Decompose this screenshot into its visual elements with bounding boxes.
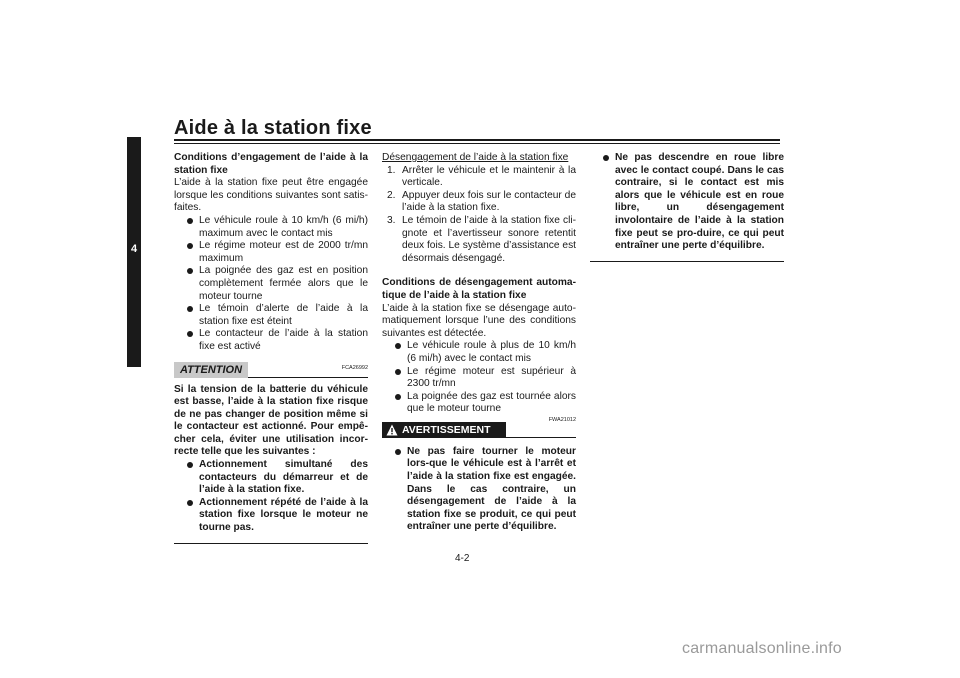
list-item: Le véhicule roule à plus de 10 km/h (6 mi/h) avec le contact mis: [382, 340, 576, 365]
bullet-icon: [395, 343, 401, 349]
column-1: [174, 152, 368, 544]
warning-header: [382, 416, 576, 440]
chapter-number: 4: [130, 243, 138, 255]
bullet-icon: [187, 306, 193, 312]
list-item: Le véhicule roule à 10 km/h (6 mi/h) maximum avec le contact mis: [174, 215, 368, 240]
auto-intro: L’aide à la station fixe se désengage auto-matiquement lorsque l’une des conditions suivantes est détectée.: [382, 302, 576, 339]
list-item: Le contacteur de l’aide à la station fixe est activé: [174, 328, 368, 353]
page-number: 4-2: [455, 553, 470, 564]
attention-code: FCA26992: [341, 364, 368, 371]
warning-triangle-icon: [386, 424, 398, 436]
bullet-icon: [187, 243, 193, 249]
warning-list: [382, 446, 576, 534]
attention-list: [174, 459, 368, 535]
page-title: Aide à la station fixe: [174, 117, 372, 139]
warning-end-rule: [590, 261, 784, 262]
column-2: [382, 152, 576, 534]
warning-code: FWA21012: [548, 416, 576, 423]
warning-rule: [506, 437, 576, 438]
title-rule-thin: [174, 143, 780, 144]
engage-intro: L’aide à la station fixe peut être engagée lorsque les conditions suivantes sont satis-faites.: [174, 177, 368, 214]
list-item: 2. Appuyer deux fois sur le contacteur de l’aide à la station fixe.: [387, 189, 576, 214]
manual-heading: Désengagement de l’aide à la station fixe: [382, 152, 569, 163]
warning-list-continued: [590, 152, 784, 253]
warning-badge: [382, 422, 506, 438]
auto-heading: Conditions de désengagement automa-tique de l’aide à la station fixe: [382, 277, 576, 301]
list-item: Le régime moteur est de 2000 tr/mn maximum: [174, 240, 368, 265]
watermark: carmanualsonline.info: [682, 640, 842, 657]
attention-badge: ATTENTION: [174, 362, 248, 378]
attention-text: Si la tension de la batterie du véhicule est basse, l’aide à la station fixe risque de ne pas changer de position même si le contacteur est actionné. Pour empê-cher cela, éviter une utilisation incor-recte telle que les suivantes :: [174, 383, 368, 458]
list-item: Ne pas descendre en roue libre avec le contact coupé. Dans le cas contraire, si le contact est mis alors que le véhicule est en roue libre, un désengagement involontaire de l’aide à la station fixe peut se pro-duire, ce qui peut entraîner une perte d’équilibre.: [590, 152, 784, 253]
engage-heading: Conditions d’engagement de l’aide à la station fixe: [174, 152, 368, 176]
bullet-icon: [395, 369, 401, 375]
list-item: 1. Arrêter le véhicule et le maintenir à la verticale.: [387, 164, 576, 189]
list-item: 3. Le témoin de l’aide à la station fixe cli-gnote et l’avertisseur sonore retentit deux fois. Le système d’assistance est désormais désengagé.: [387, 214, 576, 264]
bullet-icon: [395, 394, 401, 400]
list-item: Le témoin d’alerte de l’aide à la station fixe est éteint: [174, 303, 368, 328]
engage-conditions: [174, 215, 368, 354]
bullet-icon: [187, 500, 193, 506]
list-item: Ne pas faire tourner le moteur lors-que le véhicule est à l’arrêt et l’aide à la station fixe est engagée. Dans le cas contraire, un désengagement de l’aide à la station fixe se produit, ce qui peut entraîner une perte d’équilibre.: [382, 446, 576, 534]
list-item: La poignée des gaz est en position complètement fermée alors que le moteur tourne: [174, 265, 368, 303]
auto-conditions: [382, 340, 576, 416]
bullet-icon: [187, 268, 193, 274]
list-item: Actionnement simultané des contacteurs du démarreur et de l’aide à la station fixe.: [174, 459, 368, 497]
attention-end-rule: [174, 543, 368, 544]
list-item: La poignée des gaz est tournée alors que le moteur tourne: [382, 391, 576, 416]
manual-steps: [382, 165, 576, 266]
column-3: [590, 152, 784, 262]
attention-header: [174, 362, 368, 380]
bullet-icon: [603, 155, 609, 161]
bullet-icon: [187, 331, 193, 337]
attention-rule: [248, 377, 368, 378]
title-rule-thick: [174, 139, 780, 141]
warning-label: AVERTISSEMENT: [402, 423, 491, 436]
list-item: Actionnement répété de l’aide à la station fixe lorsque le moteur ne tourne pas.: [174, 497, 368, 535]
list-item: Le régime moteur est supérieur à 2300 tr/mn: [382, 366, 576, 391]
bullet-icon: [187, 462, 193, 468]
bullet-icon: [187, 218, 193, 224]
bullet-icon: [395, 449, 401, 455]
